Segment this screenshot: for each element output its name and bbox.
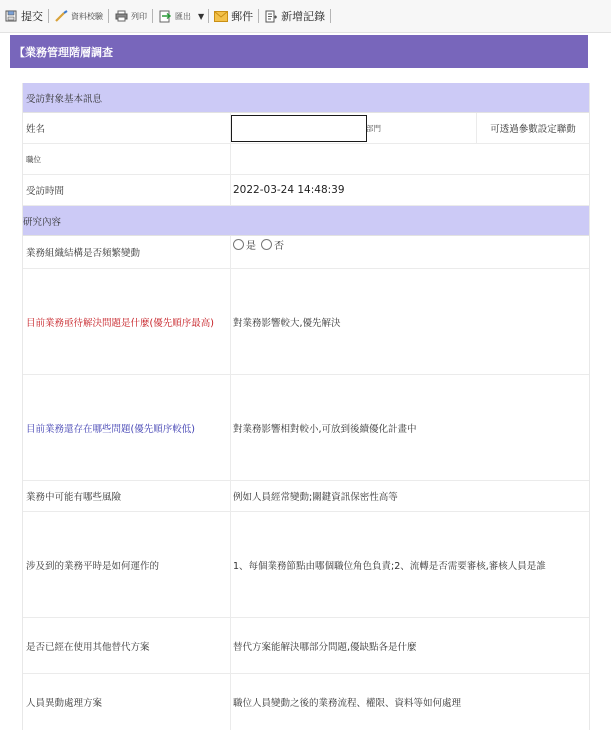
chevron-down-icon[interactable]: ▼	[198, 11, 205, 21]
param-linkage-text: 可透過參數設定聯動	[476, 113, 589, 143]
new-record-label: 新增記錄	[281, 10, 326, 23]
section-header-basic-info: 受訪對象基本訊息	[23, 83, 589, 113]
name-row	[23, 113, 589, 144]
mail-label: 郵件	[231, 10, 254, 23]
alternatives-label: 是否已經在使用其他替代方案	[23, 618, 231, 673]
alternatives-row	[23, 618, 589, 674]
export-icon	[158, 9, 172, 23]
verify-icon	[54, 9, 68, 23]
mail-icon	[214, 9, 228, 23]
radio-yes-label: 是	[246, 240, 256, 252]
name-label: 姓名	[23, 113, 231, 143]
divider	[48, 9, 49, 23]
other-issues-row	[23, 375, 589, 481]
risk-label: 業務中可能有哪些風險	[23, 481, 231, 511]
urgent-issues-label: 目前業務亟待解決問題是什麼(優先順序最高)	[23, 269, 231, 374]
department-label: 部門	[366, 124, 381, 133]
print-icon	[114, 9, 128, 23]
name-input[interactable]	[231, 115, 367, 142]
alternatives-value[interactable]: 替代方案能解決哪部分問題,優缺點各是什麼	[233, 641, 417, 653]
position-value-cell[interactable]	[231, 144, 589, 174]
print-label: 列印	[131, 11, 147, 21]
urgent-issues-row	[23, 269, 589, 375]
urgent-issues-value[interactable]: 對業務影響較大,優先解決	[233, 317, 341, 329]
divider	[108, 9, 109, 23]
verify-label: 資料校驗	[71, 11, 103, 21]
new-record-icon	[264, 9, 278, 23]
divider	[152, 9, 153, 23]
submit-icon	[4, 9, 18, 23]
staff-change-value[interactable]: 職位人員變動之後的業務流程、權限、資料等如何處理	[233, 698, 462, 709]
visit-time-row	[23, 175, 589, 206]
workflow-row	[23, 512, 589, 618]
structure-change-value-cell	[231, 236, 589, 268]
divider	[258, 9, 259, 23]
workflow-label: 涉及到的業務平時是如何運作的	[23, 512, 231, 617]
section-header-research: 研究內容	[23, 206, 589, 236]
position-row	[23, 144, 589, 175]
new-record-button[interactable]	[260, 5, 329, 27]
radio-no-label: 否	[274, 240, 284, 252]
submit-label: 提交	[21, 10, 43, 23]
structure-change-row	[23, 236, 589, 269]
export-button[interactable]	[154, 5, 195, 27]
mail-button[interactable]	[210, 5, 257, 27]
other-issues-value[interactable]: 對業務影響相對較小,可放到後續優化計畫中	[233, 423, 417, 435]
divider	[330, 9, 331, 23]
form-title: 【業務管理階層調查	[10, 35, 588, 68]
name-value-cell	[231, 113, 589, 143]
verify-button[interactable]	[50, 5, 107, 27]
staff-change-label: 人員異動處理方案	[23, 674, 231, 730]
structure-change-label: 業務組織結構是否頻繁變動	[23, 236, 231, 268]
toolbar	[0, 0, 611, 33]
radio-yes[interactable]	[233, 239, 244, 250]
position-label: 職位	[23, 144, 231, 174]
structure-change-radio-group	[233, 237, 287, 252]
risk-value[interactable]: 例如人員經常變動;關鍵資訊保密性高等	[233, 492, 398, 503]
divider	[208, 9, 209, 23]
radio-no[interactable]	[261, 239, 272, 250]
visit-time-label: 受訪時間	[23, 175, 231, 205]
risk-row	[23, 481, 589, 512]
print-button[interactable]	[110, 5, 151, 27]
other-issues-label: 目前業務還存在哪些問題(優先順序較低)	[23, 375, 231, 480]
submit-button[interactable]	[0, 5, 47, 27]
survey-form	[22, 83, 590, 730]
export-label: 匯出	[175, 11, 191, 21]
visit-time-value[interactable]: 2022-03-24 14:48:39	[233, 184, 345, 196]
workflow-value[interactable]: 1、每個業務節點由哪個職位角色負責;2、流轉是否需要審核,審核人員是誰	[233, 560, 546, 572]
staff-change-row	[23, 674, 589, 730]
